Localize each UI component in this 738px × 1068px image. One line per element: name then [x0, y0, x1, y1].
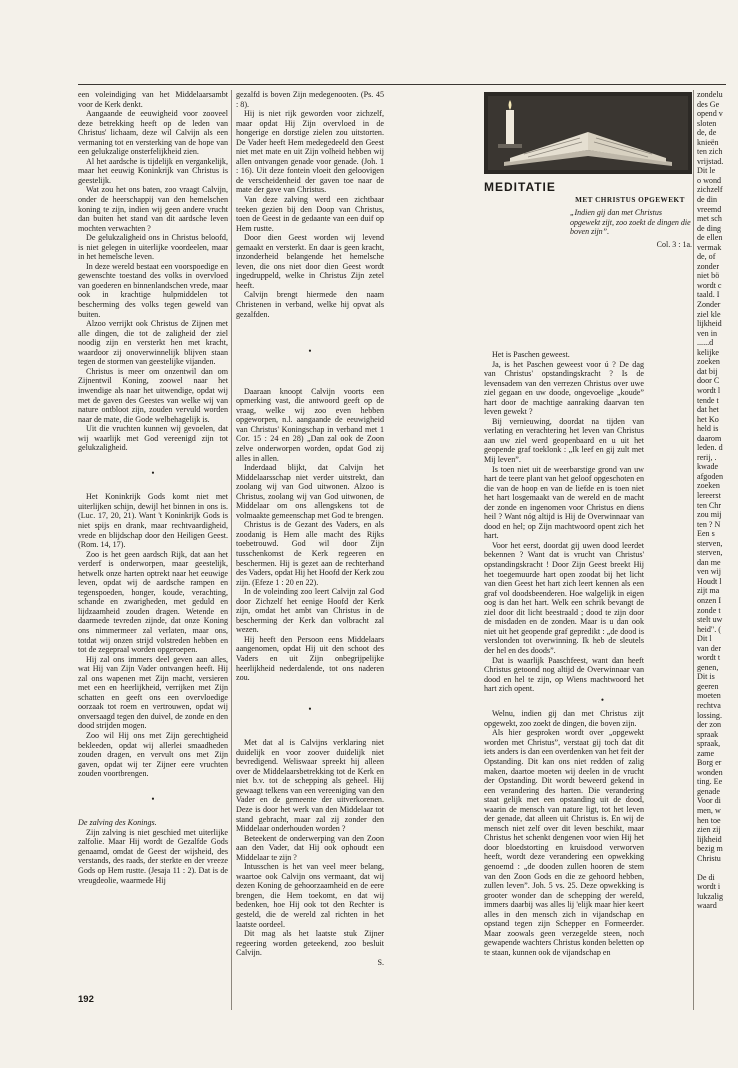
paragraph: Hij zal ons immers deel geven aan alles, wat Hij van Zijn Vader ontvangen heeft. Hij zal ons wapenen met Zijn macht, versieren met een en heerlijkheid, verrijken met Zijn schatten en geeft ons een overvloedige oorzaak tot roem en vertrouwen, opdat wij onversaagd tegen den duivel, de zonde en den dood strijden mogen. [78, 654, 228, 731]
text-line: vreemd [697, 204, 722, 214]
paragraph: Daaraan knoopt Calvijn voorts een opmerking vast, die antwoord geeft op de vraag, welke wij zoo even hebben opgeworpen, n.l. aangaande de eeuwigheid van Christus' Koningschap in verband met 1 Cor. 15 : 24 en 28) „Dan zal ook de Zoon zelve onderworpen worden, opdat God zij alles in allen. [236, 386, 384, 463]
text-line: lukzalig [697, 891, 724, 901]
text-line: de din [697, 195, 718, 205]
text-line: wordt c [697, 280, 722, 290]
section-heading: De zalving des Konings. [78, 818, 157, 828]
text-line: lijkheid [697, 834, 722, 844]
article-subtitle: MET CHRISTUS OPGEWEKT [575, 196, 685, 204]
text-line: hen toe [697, 815, 721, 825]
paragraph: Beteekent de onderwerping van den Zoon aan den Vader, dat Hij ook ophoudt een Middelaar te zijn ? [236, 833, 384, 862]
paragraph: Het is Paschen geweest. [492, 350, 570, 359]
text-line: spraak, [697, 739, 721, 749]
text-line: zoeken [697, 357, 720, 367]
text-line: niet bö [697, 271, 720, 281]
text-line: men, w [697, 806, 721, 816]
text-line: sterven, [697, 548, 723, 558]
text-line: het Ko [697, 414, 719, 424]
text-line: leden. d [697, 443, 723, 453]
column-2 [236, 90, 384, 967]
paragraph: Hij heeft den Persoon eens Middelaars aangenomen, opdat Hij uit den schoot des Vaders en uit Zijn onbegrijpelijke heerlijkheid nederdalende, tot ons naderen zou. [236, 634, 384, 683]
paragraph: Alzoo verrijkt ook Christus de Zijnen met alle dingen, die tot de zaligheid der ziel noodig zijn en versterkt hen met kracht, waardoor zij onoverwinnelijk blijven staan tegen de stormen van geestelijke vijanden. [78, 319, 228, 367]
paragraph: Het Koninkrijk Gods komt niet met uiterlijken schijn, dewijl het binnen in ons is. (Luc. 17, 20, 21). Want 't Koninkrijk Gods is niet spijs en drank, maar rechtvaardigheid, vrede en blijdschap door den Heiligen Geest. (Rom. 14, 17). [78, 492, 228, 550]
section-divider-icon: • [308, 346, 312, 357]
text-line: sloten [697, 118, 717, 128]
text-line: met sch [697, 214, 722, 224]
text-line: lijkheid [697, 319, 722, 329]
text-line: de ellen [697, 233, 723, 243]
text-line: wordt t [697, 653, 721, 663]
paragraph: Ja, is het Paschen geweest voor ú ? De dag van Christus' opstandingskracht ? Is de levensadem van den verrezen Christus over uwe ziel gegaan en uw doode, ongevoelige „koude” hart door de machtige aanraking daarvan ten leven gewekt ? [484, 359, 644, 417]
section-divider-icon: • [151, 467, 155, 478]
text-line: de, de [697, 128, 717, 138]
text-line: zonder [697, 261, 720, 271]
text-line: rechtva [697, 701, 721, 710]
text-line: heid". ( [697, 624, 721, 634]
paragraph: Van deze zalving werd een zichtbaar teeken gezien bij den Doop van Christus, toen de Geest in de gedaante van een duif op Hem rustte. [236, 195, 384, 233]
paragraph: Voor het eerst, doordat gij uwen dood leerdet bekennen ? Want dat is vrucht van Christus' opstandingskracht ! Door Zijn Geest breekt Hij het toegemuurde hart open zoodat bij het licht van dien Geest het hart zich leert kennen als een graf vol doodsbeenderen. Hoe walgelijk in eigen oog is dan het hart. Welk een schrik bevangt de ziel door dit licht beestraald ; dood te zijn door de misdaden en de zonden. Maar is u dan ook niet uit het geopende graf gepredikt : „de dood is verslonden tot overwinning. Ik heb de sleutels der hel en des doods”. [484, 540, 644, 655]
text-line: ten zich [697, 147, 723, 157]
text-line: dat bij [697, 366, 718, 376]
text-line: held is [697, 424, 719, 434]
text-line: zichzelf [697, 185, 723, 195]
text-line: Voor di [697, 796, 721, 806]
text-line: Houdt l [697, 576, 722, 586]
section-divider-icon: • [600, 694, 604, 705]
text-line: zoeken [697, 481, 720, 491]
column-gap [389, 90, 390, 1010]
text-line: de, of [697, 252, 716, 262]
paragraph: Is toen niet uit de weerbarstige grond van uw hart de teere plant van het geloof opgeschoten en die van de hoop en van de liefde en is toen niet het hart losgemaakt van de wereld en de macht der zonde en ingenomen voor Christus en diens heil ? Want nóg altijd is Hij de Overwinnaar van dood en hel; op Zijn machtwoord opent zich het hart. [484, 464, 644, 541]
text-line: dan me [697, 557, 721, 567]
paragraph: Uit die vruchten kunnen wij gevoelen, dat wij waarlijk met God vereenigd zijn tot gelukzaligheid. [78, 424, 228, 453]
text-line: kwade [697, 462, 719, 472]
text-line: de ding [697, 223, 722, 233]
paragraph: De gelukzaligheid ons in Christus beloofd, is niet gelegen in uiterlijke voordeelen, maar in het hemelsche leven. [78, 233, 228, 262]
text-line: knieën [697, 137, 719, 147]
paragraph: Zoo is het geen aardsch Rijk, dat aan het verderf is onderworpen, maar geestelijk, hetwelk onze harten optrekt naar het eeuwige leven, opdat wij de aardsche rampen en tegenspoeden, honger, koude, verachting, schande en zwarigheden, met geduld en lijdzaamheid zouden dragen. Wetende en daarmede tevreden zijnde, dat onze Koning ons nimmermeer zal verlaten, maar ons, totdat wij onzen strijd volstreden hebben en tot de zegepraal worden opgeroepen. [78, 549, 228, 655]
text-line: Dit le [697, 166, 716, 176]
text-line: o wond [697, 175, 722, 185]
paragraph: Met dat al is Calvijns verklaring niet duidelijk en voor zoover duidelijk niet bevredigend. Weliswaar spreekt hij alleen over de Middelaarsbetrekking tot de Kerk en niet b.v. tot de schepping als geheel. Hij gewaagt telkens van een vereeniging van den Vader en de gemeente der uitverkorenen. Deze is door het werk van den Middelaar tot stand gebracht, maar zal zij zonder den Middelaar onderhouden worden ? [236, 738, 384, 834]
text-line: sterven, [697, 538, 723, 548]
section-divider-icon: • [308, 703, 312, 714]
text-line: onzen I [697, 595, 722, 605]
paragraph: Intusschen is het van veel meer belang, waartoe ook Calvijn ons vermaant, dat wij dezen Koning de gehoorzaamheid en de eere brengen, die Hem toekomt, en dat wij bedenken, hoe Hij ook tot den Rechter is gesteld, die de wereld zal richten in het laatste oordeel. [236, 862, 384, 929]
text-line: daarom [697, 433, 722, 443]
text-line: opend v [697, 109, 723, 119]
signature: S. [377, 957, 384, 967]
paragraph: Al het aardsche is tijdelijk en vergankelijk, maar het eeuwig Koninkrijk van Christus is geestelijk. [78, 156, 228, 185]
text-line: rerij, . [697, 452, 717, 462]
text-line: der zon [697, 720, 722, 730]
text-line: zame [697, 748, 715, 758]
text-line: lossing. [697, 710, 722, 720]
text-line: van der [697, 643, 722, 653]
text-line: waard [697, 901, 717, 911]
section-divider-icon: • [151, 793, 155, 804]
paragraph: een voleindiging van het Middelaarsambt voor de Kerk denkt. [78, 90, 228, 109]
text-line: wonden [697, 767, 723, 777]
column-1 [78, 90, 228, 885]
text-line: stelt uw [697, 615, 723, 625]
column-3 [484, 350, 644, 957]
paragraph: Wat zou het ons baten, zoo vraagt Calvijn, onder de heerschappij van den hemelschen koning te zijn, indien wij geen andere vrucht dan buiten het stand van dit aardsche leven mochten verwachten ? [78, 185, 228, 233]
text-line: De di [697, 872, 715, 882]
text-line: genade [697, 786, 720, 796]
paragraph: Inderdaad blijkt, dat Calvijn het Middelaarsschap niet verder uitstrekt, dan zoolang wij van God uitwonen. Alzoo is Christus, zoolang wij van God uitwonen, de Middelaar om ons allengskens tot de volmaakte gemeenschap met God te brengen. [236, 463, 384, 520]
text-line: Borg er [697, 758, 722, 768]
text-line: dat het [697, 405, 719, 415]
text-line: vermak [697, 242, 722, 252]
text-line: ven wij [697, 567, 722, 577]
paragraph: gezalfd is boven Zijn medegenooten. (Ps. 45 : 8). [236, 90, 384, 109]
paragraph: Als hier gesproken wordt over „opgewekt worden met Christus”, verstaat gij toch dat dit iets anders is dan een overdenken van het feit der Opstanding. Dit kan ons niet redden of zalig maken, daartoe moeten wij deelen in de vrucht der Opstanding. Dit wordt beweerd gekend in een verandering des harten. Die verandering staat gelijk met een opstanding uit de dood, waarin de mensch van nature ligt, tot het leven der genade, dat alleen uit Christus is. En wij de mensch niet zelf over dit leven beschikt, maar Christus het schenkt dengenen voor wien Hij het door bloedstorting en kruisdood verworven heeft, wordt deze verandering een opwekking genoemd : „de dooden zullen hooren de stem van den Zoon Gods en die ze gehoord hebben, zullen leven”. Joh. 5 vs. 25. Deze opwekking is grooter wonder dan de schepping der wereld, immers daarbij was alles lij 'elijk maar hier keert alles in den mensch zich in vijandschap en opstand tegen zijn Schepper en Formeerder. Maar zoowals geen verzegelde steen, noch gewapende wachters Christus konden beletten op te staan, kunnen ook de vijandschap en [484, 728, 644, 957]
paragraph: In de voleinding zoo leert Calvijn zal God door Zichzelf het eenige Hoofd der Kerk zijn, omdat het ambt van Christus in de bescherming der Kerk dan volbracht zal wezen. [236, 587, 384, 635]
paragraph: Bij vernieuwing, doordat na tijden van verlating en verachtering het leven van Christus aan uw ziel werd geopenbaard en u uit het geopende graf toeklonk : „Ik leef en gij zult met Mij leven”. [484, 416, 644, 465]
text-line: zijt ma [697, 586, 720, 596]
text-line: ten Chr [697, 500, 722, 510]
text-line: ting. Ee [697, 777, 723, 787]
text-line: wordt l [697, 385, 721, 395]
text-line: des Ge [697, 99, 720, 109]
text-line: zonde t [697, 605, 721, 615]
top-rule [78, 84, 726, 85]
text-line: afgoden [697, 471, 724, 481]
text-line: kelijke [697, 347, 720, 357]
text-line: zondelu [697, 90, 723, 99]
text-line: ven in [697, 328, 718, 338]
paragraph: Welnu, indien gij dan met Christus zijt opgewekt, zoo zoekt de dingen, die boven zijn. [484, 709, 644, 728]
column-rule [231, 90, 232, 1010]
text-line: vrijstad. [697, 156, 724, 166]
text-line: zou mij [697, 510, 722, 520]
scripture-reference: Col. 3 : 1a. [656, 240, 692, 249]
text-line: tende t [697, 395, 719, 405]
scripture-quote: „Indien gij dan met Christus opgewekt zijt, zoo zoekt de dingen die boven zijn”. [570, 208, 691, 236]
open-bible-and-candle-illustration [484, 92, 692, 174]
text-line: ......d [697, 338, 714, 348]
text-line: taald. I [697, 290, 720, 300]
paragraph: Zijn zalving is niet geschied met uiterlijke zalfolie. Maar Hij wordt de Gezalfde Gods genaamd, omdat de Geest der wijsheid, des verstands, des raads, der sterkte en der vreeze Gods op Hem rustte. (Jesaja 11 : 2). Dat is de vreugdeolie, waarmede Hij [78, 827, 228, 885]
text-line: lereerst [697, 490, 721, 500]
text-line [697, 863, 738, 873]
paragraph: Dat is waarlijk Paaschfeest, want dan heeft Christus getoond nog altijd de Overwinnaar van dood en hel te zijn, op Wiens machtwoord het hart zich opent. [484, 655, 644, 694]
text-line: Een s [697, 529, 715, 539]
text-line: Zonder [697, 300, 721, 310]
paragraph: Door dien Geest worden wij levend gemaakt en versterkt. En daar is geen kracht, inzonderheid belangende het hemelsche leven, die ons niet door dien Geest wordt ingedruppeld, welke in Christus Zijn zetel heeft. [236, 233, 384, 290]
paragraph: Hij is niet rijk geworden voor zichzelf, maar opdat Hij Zijn overvloed in de hongerige en dorstige zielen zou uitstorten. De Vader heeft Hem medegedeeld den Geest niet met mate en uit Zijn volheid hebben wij allen ontvangen genade voor genade. (Joh. 1 : 16). Uit deze fontein vloeit den geloovigen de verscheidenheid der gaven toe naar de mate der gave van Christus. [236, 109, 384, 195]
text-line: geeren [697, 681, 719, 691]
paragraph: Aangaande de eeuwigheid voor zooveel deze betrekking heeft op de leden van Christus' lichaam, deze wil Calvijn als een vermaning tot en versterking van de hope van een gelukzalige onsterfelijkheid zien. [78, 109, 228, 157]
paragraph: Zoo wil Hij ons met Zijn gerechtigheid bekleeden, opdat wij allerlei smaadheden zouden dragen, en vervult ons met Zijn gaven, opdat wij ter Zijner eere vruchten zouden voortbrengen. [78, 731, 228, 779]
text-line: ten ? N [697, 519, 721, 529]
page-number: 192 [78, 994, 94, 1005]
text-line: Dit l [697, 634, 712, 644]
text-line: genen, [697, 662, 719, 672]
text-line: spraak [697, 729, 719, 739]
column-4-cropped [697, 90, 738, 911]
text-line: Christu [697, 853, 721, 863]
column-rule [693, 90, 694, 1010]
text-line: bezig m [697, 844, 723, 854]
text-line: wordt i [697, 882, 721, 892]
paragraph: Dit mag als het laatste stuk Zijner regeering worden geteekend, zoo besluit Calvijn. [236, 929, 384, 958]
text-line: ziel kle [697, 309, 721, 319]
text-line: zien zij [697, 825, 721, 835]
paragraph: Christus is meer om onzentwil dan om Zijnentwil Koning, zoowel naar het inwendige als naar het uitwendige, opdat wij met de gaven des Geestes van welke wij van nature ontbloot zijn, zouden vervuld worden naar de mate, die Gode welbehagelijk is. [78, 366, 228, 424]
text-line: door C [697, 376, 720, 386]
paragraph: Christus is de Gezant des Vaders, en als zoodanig is Hem alle macht des Rijks toebetrouwd. God wil door Zijn tusschenkomst de Kerk regeeren en beschermen. Hij is gezet aan de rechterhand des Vaders, opdat Hij het Hoofd der Kerk zou zijn. (Efeze 1 : 20 en 22). [236, 520, 384, 587]
text-line: moeten [697, 691, 721, 701]
paragraph: In deze wereld bestaat een voorspoedige en gewenschte toestand des volks in overvloed van goederen en binnenlandschen vrede, maar ook in krachtige hulpmiddelen tot bescherming des volks tegen geweld van buiten. [78, 261, 228, 319]
section-title: MEDITATIE [484, 180, 556, 194]
text-line: Dit is [697, 672, 715, 682]
paragraph: Calvijn brengt hiermede den naam Christenen in verband, welke hij opvat als gezalfden. [236, 290, 384, 319]
